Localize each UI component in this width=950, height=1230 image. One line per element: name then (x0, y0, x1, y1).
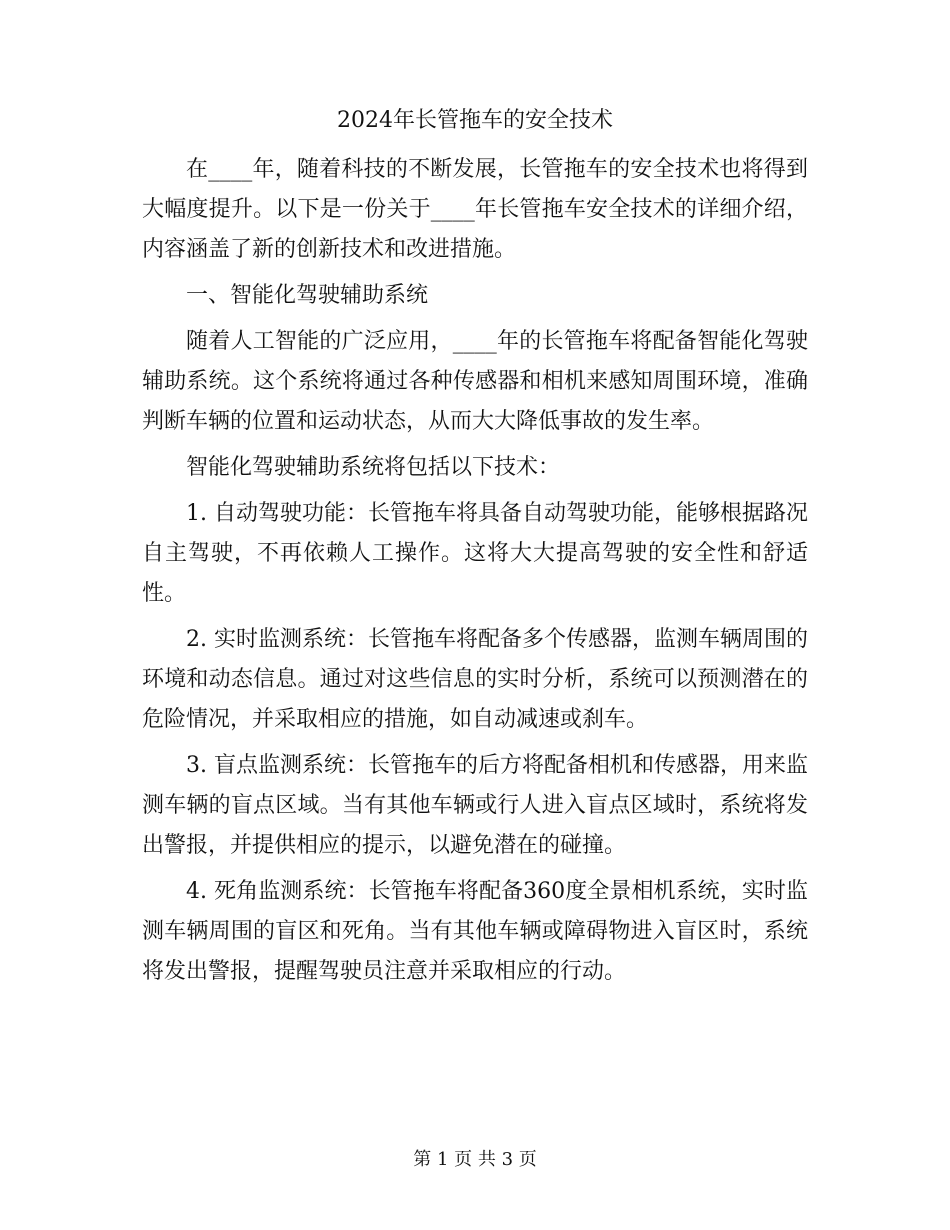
page-number: 第 1 页 共 3 页 (413, 1149, 537, 1170)
document-title: 2024年长管拖车的安全技术 (337, 108, 613, 133)
list-intro: 智能化驾驶辅助系统将包括以下技术： (186, 455, 561, 480)
document-body (142, 150, 808, 998)
intro-paragraph: 在____年，随着科技的不断发展，长管拖车的安全技术也将得到大幅度提升。以下是一份关于____年长管拖车安全技术的详细介绍，内容涵盖了新的创新技术和改进措施。 (142, 157, 808, 262)
list-item: 1. 自动驾驶功能：长管拖车将具备自动驾驶功能，能够根据路况自主驾驶，不再依赖人工操作。这将大大提高驾驶的安全性和舒适性。 (142, 501, 808, 606)
list-item: 3. 盲点监测系统：长管拖车的后方将配备相机和传感器，用来监测车辆的盲点区域。当有其他车辆或行人进入盲点区域时，系统将发出警报，并提供相应的提示，以避免潜在的碰撞。 (142, 753, 808, 858)
section-paragraph: 随着人工智能的广泛应用，____年的长管拖车将配备智能化驾驶辅助系统。这个系统将通过各种传感器和相机来感知周围环境，准确判断车辆的位置和运动状态，从而大大降低事故的发生率。 (142, 329, 808, 434)
list-item: 4. 死角监测系统：长管拖车将配备360度全景相机系统，实时监测车辆周围的盲区和死角。当有其他车辆或障碍物进入盲区时，系统将发出警报，提醒驾驶员注意并采取相应的行动。 (142, 879, 808, 984)
list-item: 2. 实时监测系统：长管拖车将配备多个传感器，监测车辆周围的环境和动态信息。通过对这些信息的实时分析，系统可以预测潜在的危险情况，并采取相应的措施，如自动减速或刹车。 (142, 627, 808, 732)
section-heading: 一、智能化驾驶辅助系统 (186, 283, 429, 308)
